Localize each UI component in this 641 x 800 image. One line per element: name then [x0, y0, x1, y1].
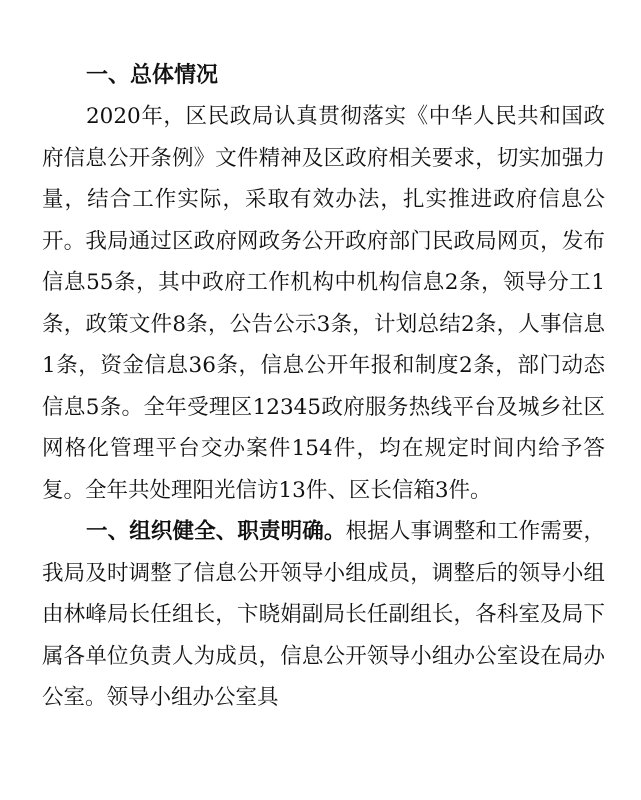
paragraph-organization	[42, 511, 605, 719]
paragraph-lead: 一、组织健全、职责明确。	[86, 519, 346, 544]
paragraph-body: 根据人事调整和工作需要，我局及时调整了信息公开领导小组成员，调整后的领导小组由林峰局长任组长，卞晓娟副局长任副组长，各科室及局下属各单位负责人为成员，信息公开领导小组办公室设在局办公室。领导小组办公室具	[42, 519, 605, 710]
section-heading: 一、总体情况	[86, 63, 219, 88]
paragraph-overview: 2020年，区民政局认真贯彻落实《中华人民共和国政府信息公开条例》文件精神及区政府相关要求，切实加强力量，结合工作实际，采取有效办法，扎实推进政府信息公开。我局通过区政府网政务公开政府部门民政局网页，发布信息55条，其中政府工作机构中机构信息2条，领导分工1条，政策文件8条，公告公示3条，计划总结2条，人事信息1条，资金信息36条，信息公开年报和制度2条，部门动态信息5条。全年受理区12345政府服务热线平台及城乡社区网格化管理平台交办案件154件，均在规定时间内给予答复。全年共处理阳光信访13件、区长信箱3件。	[42, 104, 605, 503]
